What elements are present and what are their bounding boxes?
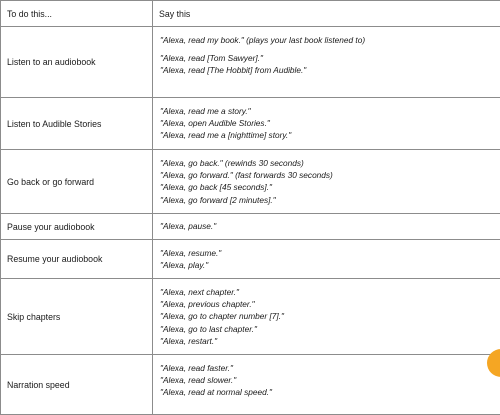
say-cell — [153, 240, 500, 279]
phrase: "Alexa, read me a story." — [160, 105, 495, 117]
task-cell: Narration speed — [1, 355, 153, 415]
phrase: "Alexa, go forward." (fast forwards 30 seconds) — [160, 169, 495, 181]
say-cell — [153, 279, 500, 355]
table-row — [1, 214, 500, 240]
phrase: "Alexa, restart." — [160, 335, 495, 347]
phrase: "Alexa, read [Tom Sawyer]." — [160, 52, 495, 64]
table-header-row — [1, 1, 500, 27]
phrase: "Alexa, go back." (rewinds 30 seconds) — [160, 157, 495, 169]
task-cell: Pause your audiobook — [1, 214, 153, 240]
task-cell: Skip chapters — [1, 279, 153, 355]
phrase: "Alexa, read at normal speed." — [160, 386, 495, 398]
task-cell: Go back or go forward — [1, 150, 153, 214]
table-row — [1, 279, 500, 355]
header-say: Say this — [153, 1, 500, 27]
say-cell — [153, 150, 500, 214]
phrase: "Alexa, read [The Hobbit] from Audible." — [160, 64, 495, 76]
say-cell — [153, 355, 500, 415]
phrase: "Alexa, previous chapter." — [160, 298, 495, 310]
table-row — [1, 98, 500, 150]
task-cell: Listen to Audible Stories — [1, 98, 153, 150]
phrase: "Alexa, resume." — [160, 247, 495, 259]
phrase: "Alexa, go back [45 seconds]." — [160, 181, 495, 193]
table-row — [1, 27, 500, 98]
phrase: "Alexa, read faster." — [160, 362, 495, 374]
table-row — [1, 240, 500, 279]
phrase: "Alexa, go to chapter number [7]." — [160, 310, 495, 322]
phrase: "Alexa, pause." — [160, 220, 495, 232]
say-cell — [153, 27, 500, 98]
phrase: "Alexa, read slower." — [160, 374, 495, 386]
table-row — [1, 355, 500, 415]
task-cell: Resume your audiobook — [1, 240, 153, 279]
header-task: To do this... — [1, 1, 153, 27]
say-cell — [153, 214, 500, 240]
phrase: "Alexa, read my book." (plays your last book listened to) — [160, 34, 495, 46]
phrase: "Alexa, go to last chapter." — [160, 323, 495, 335]
task-cell: Listen to an audiobook — [1, 27, 153, 98]
phrase: "Alexa, open Audible Stories." — [160, 117, 495, 129]
phrase: "Alexa, read me a [nighttime] story." — [160, 129, 495, 141]
phrase: "Alexa, go forward [2 minutes]." — [160, 194, 495, 206]
phrase: "Alexa, play." — [160, 259, 495, 271]
table-row — [1, 150, 500, 214]
phrase: "Alexa, next chapter." — [160, 286, 495, 298]
say-cell — [153, 98, 500, 150]
